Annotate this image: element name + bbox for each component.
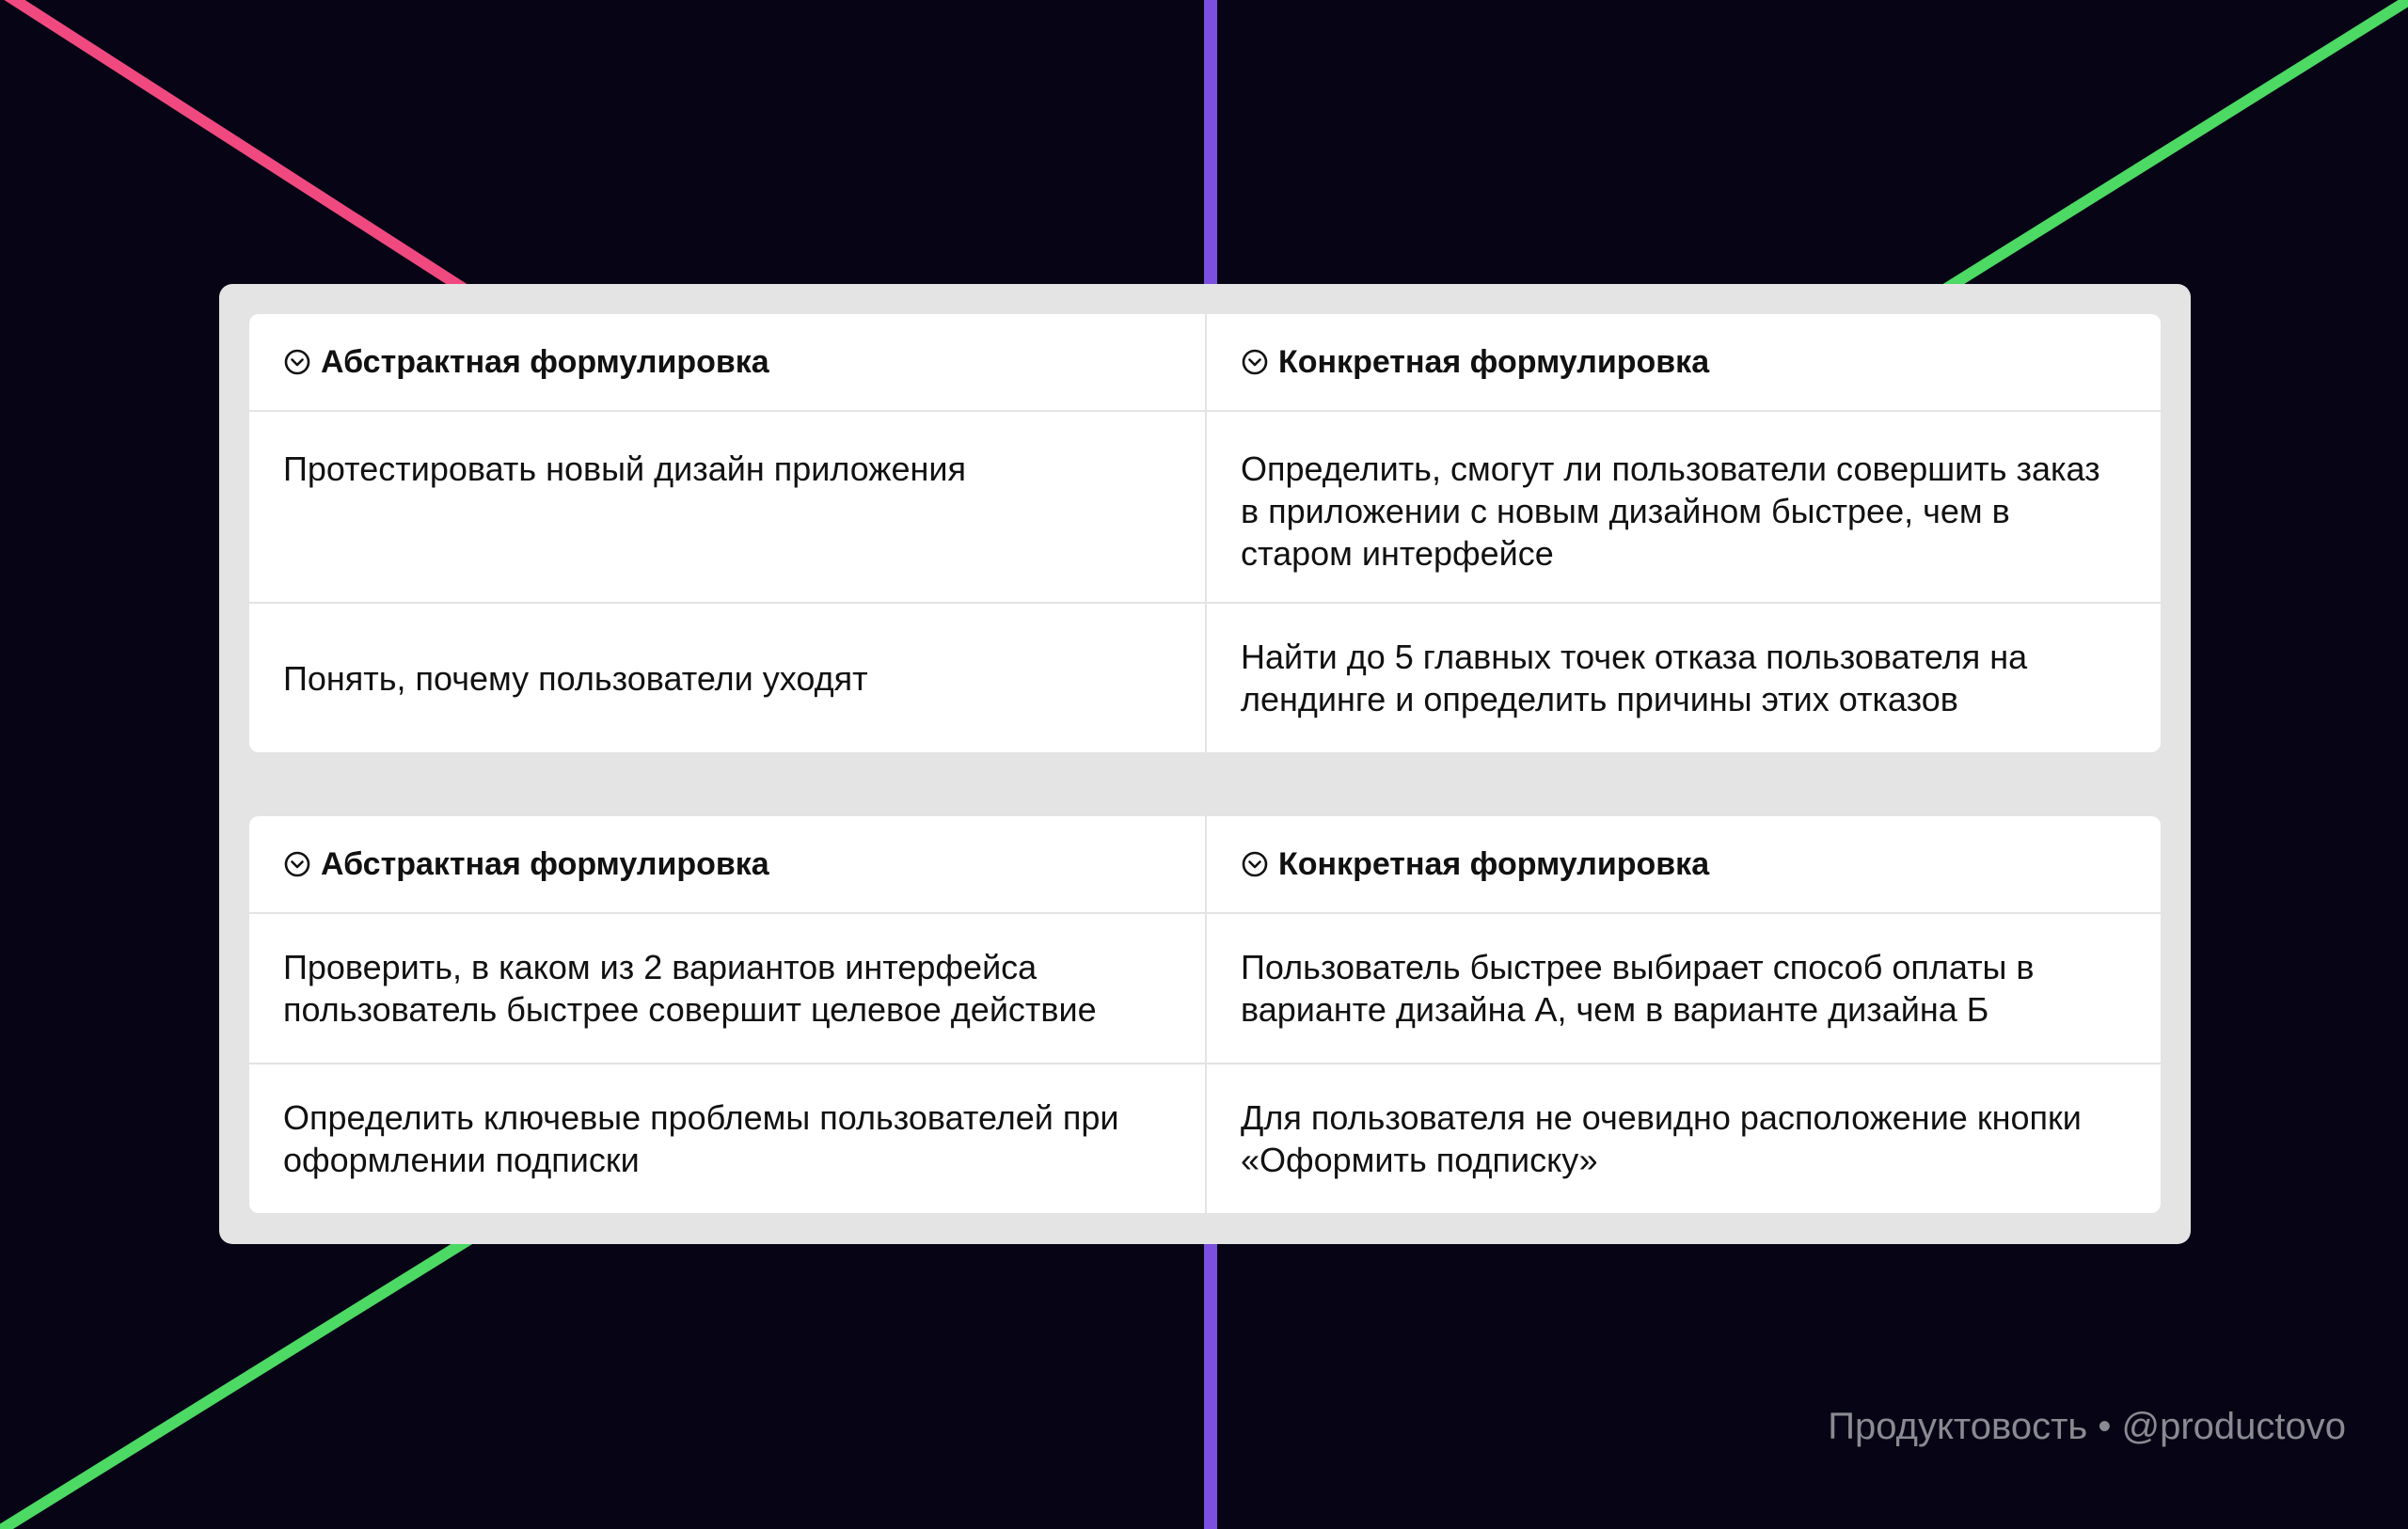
header-abstract	[249, 816, 1205, 912]
comparison-table-1	[249, 314, 2161, 752]
header-label: Абстрактная формулировка	[321, 343, 769, 380]
abstract-cell: Протестировать новый дизайн приложения	[283, 449, 966, 488]
header-label: Конкретная формулировка	[1278, 845, 1710, 882]
concrete-cell: Найти до 5 главных точек отказа пользователя на лендинге и определить причины этих отказов	[1205, 604, 2161, 752]
header-abstract	[249, 314, 1205, 410]
table-header-row	[249, 314, 2161, 410]
green-diagonal-line-bottom	[0, 1204, 527, 1529]
abstract-cell: Проверить, в каком из 2 вариантов интерфейса пользователь быстрее совершит целевое действие	[283, 948, 1097, 1029]
header-concrete	[1205, 314, 2161, 410]
watermark: Продуктовость • @productovo	[1828, 1406, 2346, 1447]
header-concrete	[1205, 816, 2161, 912]
abstract-cell: Определить ключевые проблемы пользователей при оформлении подписки	[283, 1098, 1119, 1179]
chevron-down-circle-icon	[1241, 850, 1269, 878]
chevron-down-circle-icon	[283, 850, 311, 878]
green-diagonal-line-top	[1881, 0, 2408, 329]
table-row	[249, 912, 2161, 1063]
comparison-table-2	[249, 816, 2161, 1213]
table-row	[249, 602, 2161, 752]
table-header-row	[249, 816, 2161, 912]
pink-diagonal-line	[0, 0, 527, 329]
comparison-panel	[219, 284, 2191, 1244]
table-row	[249, 410, 2161, 602]
chevron-down-circle-icon	[283, 348, 311, 376]
concrete-cell: Для пользователя не очевидно расположение кнопки «Оформить подписку»	[1205, 1064, 2161, 1213]
header-label: Абстрактная формулировка	[321, 845, 769, 882]
header-label: Конкретная формулировка	[1278, 343, 1710, 380]
concrete-cell: Пользователь быстрее выбирает способ оплаты в варианте дизайна А, чем в варианте дизайна Б	[1205, 914, 2161, 1063]
abstract-cell: Понять, почему пользователи уходят	[283, 658, 868, 698]
concrete-cell: Определить, смогут ли пользователи совершить заказ в приложении с новым дизайном быстрее, чем в старом интерфейсе	[1205, 412, 2161, 602]
chevron-down-circle-icon	[1241, 348, 1269, 376]
table-row	[249, 1063, 2161, 1213]
